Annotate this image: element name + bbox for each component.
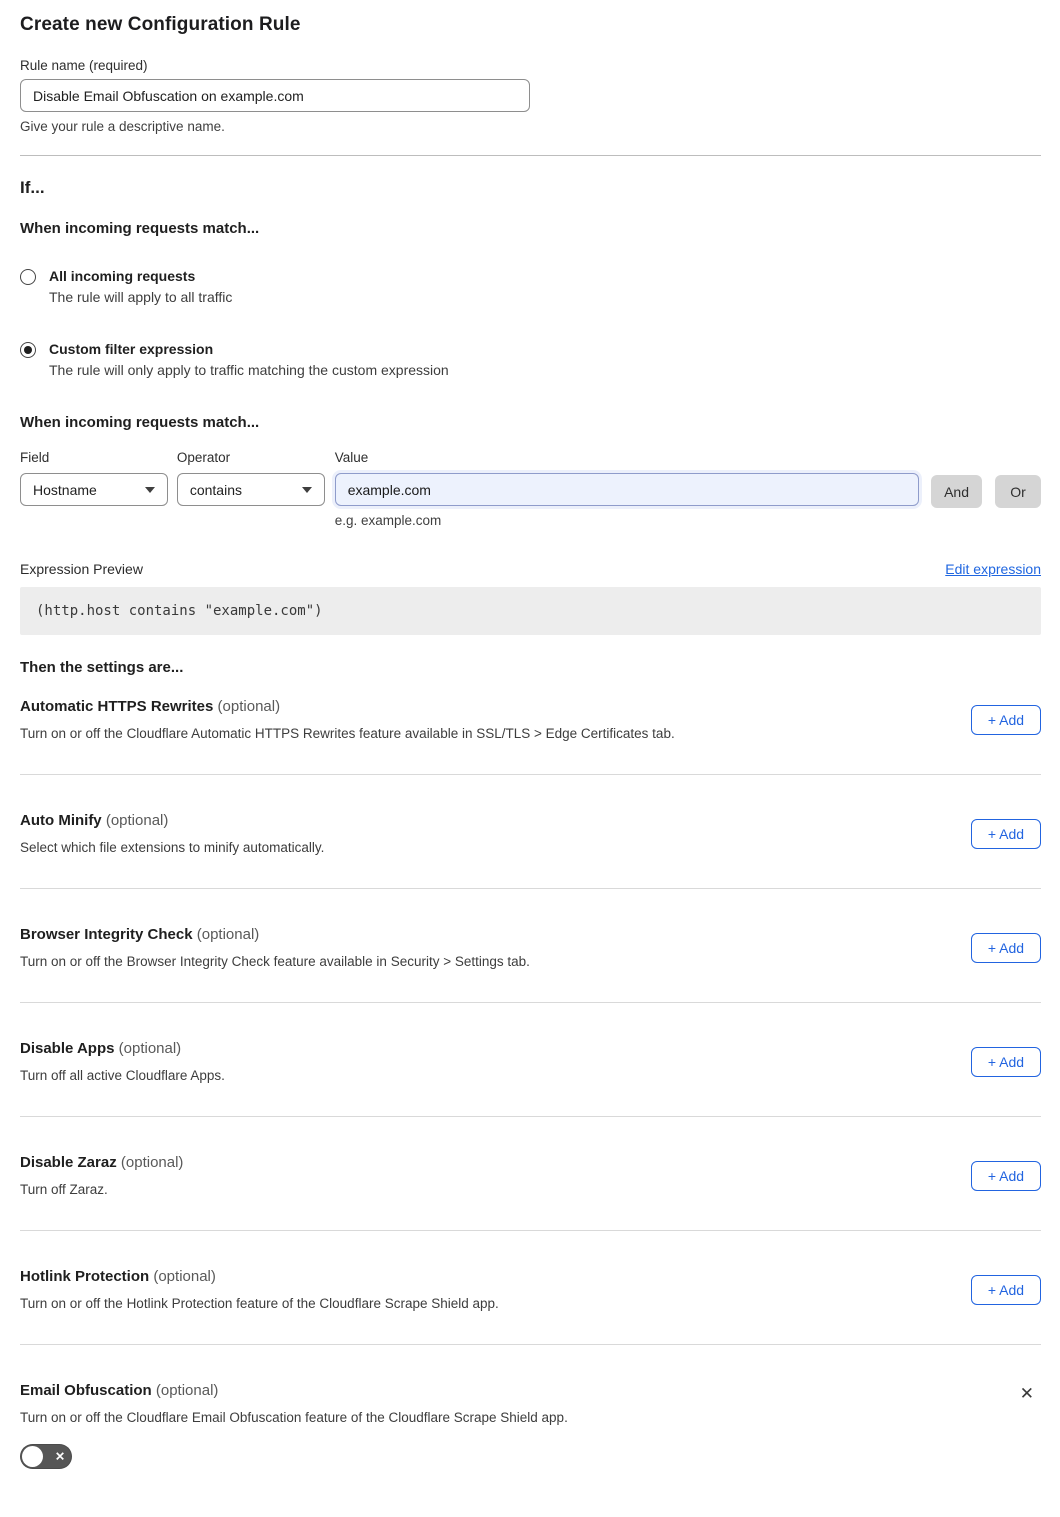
setting-description: Turn on or off the Browser Integrity Check feature available in Security > Settings tab.	[20, 954, 530, 969]
radio-option-description: The rule will only apply to traffic matching the custom expression	[49, 362, 449, 378]
setting-name: Hotlink Protection	[20, 1268, 150, 1285]
value-helper: e.g. example.com	[334, 513, 442, 528]
radio-option-custom-filter-expression[interactable]	[20, 341, 1041, 378]
expression-preview-code	[20, 587, 1041, 635]
radio-option-text	[49, 268, 232, 305]
field-label: Field	[20, 450, 50, 465]
setting-description: Turn off all active Cloudflare Apps.	[20, 1068, 225, 1083]
setting-title	[20, 1382, 1041, 1399]
edit-expression-link[interactable]: Edit expression	[945, 561, 1041, 577]
add-automatic-https-rewrites-button[interactable]: + Add	[971, 705, 1041, 735]
radio-option-label: Custom filter expression	[49, 341, 214, 357]
toggle-knob	[22, 1446, 43, 1467]
section-divider	[20, 155, 1041, 156]
setting-name: Disable Zaraz	[20, 1154, 117, 1171]
field-column	[20, 450, 168, 506]
rule-name-input[interactable]	[20, 79, 530, 112]
setting-email-obfuscation	[20, 1345, 1041, 1474]
setting-auto-minify	[20, 775, 1041, 889]
expression-preview-header	[20, 561, 1041, 577]
chevron-down-icon	[145, 487, 155, 493]
add-auto-minify-button[interactable]: + Add	[971, 819, 1041, 849]
radio-option-text	[49, 341, 449, 378]
setting-name: Browser Integrity Check	[20, 926, 193, 943]
page-title: Create new Configuration Rule	[20, 14, 301, 35]
setting-automatic-https-rewrites	[20, 676, 1041, 775]
add-disable-zaraz-button[interactable]: + Add	[971, 1161, 1041, 1191]
setting-title	[20, 1268, 1041, 1285]
or-button[interactable]: Or	[995, 475, 1041, 508]
setting-hotlink-protection	[20, 1231, 1041, 1345]
setting-disable-zaraz	[20, 1117, 1041, 1231]
setting-optional-tag: (optional)	[105, 812, 169, 829]
setting-description: Turn off Zaraz.	[20, 1182, 108, 1197]
value-input[interactable]	[335, 473, 919, 506]
add-hotlink-protection-button[interactable]: + Add	[971, 1275, 1041, 1305]
setting-description: Turn on or off the Cloudflare Email Obfuscation feature of the Cloudflare Scrape Shield app.	[20, 1410, 568, 1425]
and-button[interactable]: And	[931, 475, 982, 508]
toggle-off-x-icon: ✕	[54, 1449, 65, 1464]
setting-title	[20, 1154, 1041, 1171]
setting-optional-tag: (optional)	[155, 1382, 219, 1399]
setting-title	[20, 698, 1041, 715]
setting-optional-tag: (optional)	[118, 1040, 182, 1057]
value-column	[335, 450, 919, 528]
setting-description: Turn on or off the Cloudflare Automatic HTTPS Rewrites feature available in SSL/TLS > Edge Certificates tab.	[20, 726, 675, 741]
filter-expression-builder	[20, 450, 1041, 528]
filter-match-heading: When incoming requests match...	[20, 414, 260, 431]
setting-name: Automatic HTTPS Rewrites	[20, 698, 214, 715]
setting-name: Email Obfuscation	[20, 1382, 152, 1399]
add-browser-integrity-check-button[interactable]: + Add	[971, 933, 1041, 963]
setting-name: Auto Minify	[20, 812, 102, 829]
add-disable-apps-button[interactable]: + Add	[971, 1047, 1041, 1077]
then-settings-heading: Then the settings are...	[20, 659, 184, 676]
field-select-value: Hostname	[33, 481, 97, 498]
setting-optional-tag: (optional)	[217, 698, 281, 715]
setting-browser-integrity-check	[20, 889, 1041, 1003]
setting-optional-tag: (optional)	[153, 1268, 216, 1285]
rule-name-helper: Give your rule a descriptive name.	[20, 119, 225, 134]
match-heading: When incoming requests match...	[20, 220, 260, 237]
radio-option-all-incoming-requests[interactable]	[20, 268, 1041, 305]
expression-code-text: (http.host contains "example.com")	[36, 603, 323, 619]
setting-disable-apps	[20, 1003, 1041, 1117]
close-icon[interactable]: ✕	[1019, 1384, 1034, 1403]
setting-name: Disable Apps	[20, 1040, 115, 1057]
if-heading: If...	[20, 178, 45, 197]
field-select[interactable]	[20, 473, 168, 506]
setting-optional-tag: (optional)	[120, 1154, 184, 1171]
radio-option-description: The rule will apply to all traffic	[49, 289, 233, 305]
chevron-down-icon	[302, 487, 312, 493]
operator-select-value: contains	[189, 481, 242, 498]
setting-title	[20, 1040, 1041, 1057]
radio-checked-icon[interactable]	[20, 342, 36, 358]
setting-title	[20, 812, 1041, 829]
operator-select[interactable]	[177, 473, 325, 506]
email-obfuscation-toggle-off[interactable]	[20, 1444, 72, 1469]
rule-name-label: Rule name (required)	[20, 58, 148, 73]
setting-title	[20, 926, 1041, 943]
setting-description: Select which file extensions to minify automatically.	[20, 840, 325, 855]
operator-column	[177, 450, 325, 506]
value-label: Value	[334, 450, 369, 465]
operator-label: Operator	[176, 450, 231, 465]
expression-preview-label: Expression Preview	[20, 561, 143, 577]
setting-optional-tag: (optional)	[196, 926, 260, 943]
radio-option-label: All incoming requests	[49, 268, 196, 284]
setting-description: Turn on or off the Hotlink Protection feature of the Cloudflare Scrape Shield app.	[20, 1296, 499, 1311]
radio-unchecked-icon[interactable]	[20, 269, 36, 285]
